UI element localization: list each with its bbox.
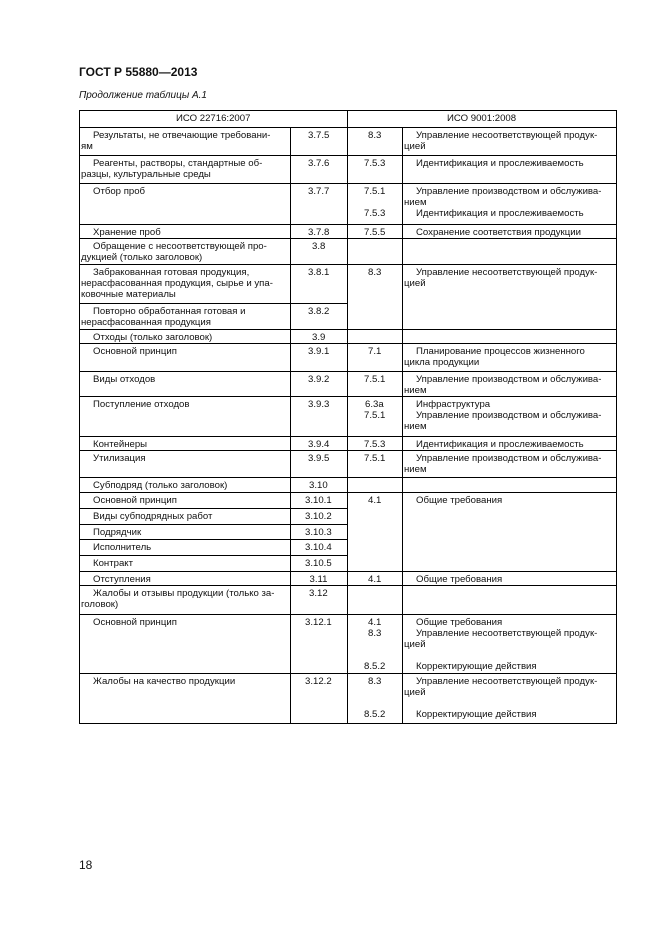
cell-c-text: 7.5.3 — [364, 158, 386, 169]
cell-a-text: нерасфасованная продукция — [81, 317, 211, 328]
row-line-left — [79, 238, 347, 239]
cell-c-text: 7.5.3 — [364, 439, 386, 450]
cell-b-text: 3.8 — [312, 241, 326, 252]
row-line-left — [79, 343, 347, 344]
cell-c-text: 8.3 — [368, 676, 382, 687]
row-line-right — [347, 450, 616, 451]
cell-a-text: Реагенты, растворы, стандартные об- — [93, 158, 263, 169]
cell-c-text: 8.3 — [368, 267, 382, 278]
cell-d-text: нием — [404, 464, 427, 475]
cell-c-text: 7.5.1 — [364, 410, 386, 421]
row-line-right — [347, 585, 616, 586]
row-line-right — [347, 477, 616, 478]
cell-b-text: 3.10 — [309, 480, 328, 491]
cell-d-text: цикла продукции — [404, 357, 480, 368]
cell-b-text: 3.9.1 — [308, 346, 330, 357]
row-line-left — [79, 477, 347, 478]
cell-a-text: Результаты, не отвечающие требовани- — [93, 130, 271, 141]
cell-b-text: 3.7.7 — [308, 186, 330, 197]
cell-d-text: Планирование процессов жизненного — [416, 346, 585, 357]
cell-b-text: 3.7.5 — [308, 130, 330, 141]
cell-a-text: Подрядчик — [93, 527, 142, 538]
cell-a-text: Исполнитель — [93, 542, 152, 553]
cell-b-text: 3.9.5 — [308, 453, 330, 464]
cell-d-text: нием — [404, 385, 427, 396]
cell-a-text: Основной принцип — [93, 495, 177, 506]
cell-c-text: 6.3а — [365, 399, 384, 410]
cell-c-text: 7.5.5 — [364, 227, 386, 238]
cell-b-text: 3.8.2 — [308, 306, 330, 317]
cell-b-text: 3.12 — [309, 588, 328, 599]
cell-b-text: 3.10.2 — [305, 511, 332, 522]
row-line-right — [347, 238, 616, 239]
cell-b-text: 3.9.3 — [308, 399, 330, 410]
table-continuation-caption: Продолжение таблицы А.1 — [79, 90, 207, 101]
cell-d-text: цией — [404, 278, 426, 289]
row-line-right — [347, 343, 616, 344]
row-line-left — [79, 371, 347, 372]
cell-d-text: цией — [404, 687, 426, 698]
cell-d-text: Общие требования — [416, 574, 503, 585]
cell-c-text: 7.1 — [368, 346, 382, 357]
cell-c-text: 7.5.1 — [364, 453, 386, 464]
cell-b-text: 3.10.1 — [305, 495, 332, 506]
row-line-right — [347, 492, 616, 493]
cell-b-text: 3.7.6 — [308, 158, 330, 169]
row-line-right — [347, 673, 616, 674]
cell-a-text: Утилизация — [93, 453, 146, 464]
table-border-left — [79, 110, 80, 723]
cell-d-text: Общие требования — [416, 617, 503, 628]
cell-b-text: 3.12.2 — [305, 676, 332, 687]
cell-d-text: Управление производством и обслужива- — [416, 186, 602, 197]
cell-b-text: 3.10.5 — [305, 558, 332, 569]
cell-d-text: Идентификация и прослеживаемость — [416, 208, 584, 219]
mapping-table — [79, 110, 616, 723]
row-line-right — [347, 571, 616, 572]
cell-a-text: Субподряд (только заголовок) — [93, 480, 228, 491]
cell-c-text: 8.3 — [368, 130, 382, 141]
cell-b-text: 3.9 — [312, 332, 326, 343]
row-line-right — [347, 155, 616, 156]
cell-a-text: Отходы (только заголовок) — [93, 332, 213, 343]
cell-a-text: Повторно обработанная готовая и — [93, 306, 246, 317]
row-line-right — [347, 371, 616, 372]
row-line-right — [347, 614, 616, 615]
row-line-right — [347, 396, 616, 397]
row-line-left — [79, 571, 347, 572]
cell-d-text: нием — [404, 421, 427, 432]
row-line-left — [79, 436, 347, 437]
cell-a-text: дукцией (только заголовок) — [81, 252, 203, 263]
cell-c-text: 7.5.1 — [364, 186, 386, 197]
cell-b-text: 3.12.1 — [305, 617, 332, 628]
cell-d-text: цией — [404, 141, 426, 152]
cell-b-text: 3.9.2 — [308, 374, 330, 385]
row-line-left — [79, 264, 347, 265]
row-line-left — [79, 585, 347, 586]
row-line-left — [79, 539, 347, 540]
column-header-iso22716: ИСО 22716:2007 — [176, 113, 251, 124]
cell-d-text: Идентификация и прослеживаемость — [416, 158, 584, 169]
cell-c-text: 8.5.2 — [364, 709, 386, 720]
cell-d-text: нием — [404, 197, 427, 208]
cell-a-text: Поступление отходов — [93, 399, 190, 410]
cell-d-text: Управление несоответствующей продук- — [416, 628, 598, 639]
row-line-left — [79, 183, 347, 184]
cell-b-text: 3.9.4 — [308, 439, 330, 450]
cell-d-text: Управление производством и обслужива- — [416, 453, 602, 464]
cell-d-text: Идентификация и прослеживаемость — [416, 439, 584, 450]
cell-d-text: Корректирующие действия — [416, 709, 537, 720]
cell-d-text: Управление несоответствующей продук- — [416, 267, 598, 278]
cell-a-text: Контейнеры — [93, 439, 148, 450]
row-line-right — [347, 264, 616, 265]
column-line-1 — [290, 127, 291, 723]
row-line-left — [79, 396, 347, 397]
cell-d-text: Инфраструктура — [416, 399, 491, 410]
cell-d-text: цией — [404, 639, 426, 650]
cell-a-text: разцы, культуральные среды — [81, 169, 211, 180]
row-line-left — [79, 450, 347, 451]
cell-c-text: 4.1 — [368, 574, 382, 585]
cell-b-text: 3.7.8 — [308, 227, 330, 238]
row-line-right — [347, 224, 616, 225]
cell-a-text: Хранение проб — [93, 227, 161, 238]
cell-a-text: Забракованная готовая продукция, — [93, 267, 250, 278]
cell-c-text: 7.5.3 — [364, 208, 386, 219]
row-line-left — [79, 524, 347, 525]
cell-b-text: 3.11 — [309, 574, 328, 585]
row-line-left — [79, 303, 347, 304]
document-id: ГОСТ Р 55880—2013 — [79, 65, 198, 79]
cell-a-text: Жалобы и отзывы продукции (только за- — [93, 588, 275, 599]
cell-c-text: 8.3 — [368, 628, 382, 639]
cell-d-text: Управление несоответствующей продук- — [416, 130, 598, 141]
row-line-left — [79, 555, 347, 556]
cell-d-text: Корректирующие действия — [416, 661, 537, 672]
cell-a-text: нерасфасованная продукция, сырье и упа- — [81, 278, 273, 289]
row-line-right — [347, 329, 616, 330]
cell-d-text: Общие требования — [416, 495, 503, 506]
row-line-left — [79, 329, 347, 330]
cell-b-text: 3.10.3 — [305, 527, 332, 538]
table-border-bottom — [79, 723, 617, 724]
cell-a-text: ковочные материалы — [81, 289, 176, 300]
cell-a-text: Обращение с несоответствующей про- — [93, 241, 267, 252]
cell-a-text: Отступления — [93, 574, 151, 585]
cell-c-text: 8.5.2 — [364, 661, 386, 672]
cell-a-text: Контракт — [93, 558, 133, 569]
row-line-left — [79, 492, 347, 493]
cell-b-text: 3.8.1 — [308, 267, 330, 278]
page-number: 18 — [79, 858, 93, 872]
cell-a-text: Виды отходов — [93, 374, 156, 385]
cell-d-text: Управление производством и обслужива- — [416, 374, 602, 385]
cell-a-text: головок) — [81, 599, 119, 610]
column-line-2 — [347, 110, 348, 723]
cell-c-text: 7.5.1 — [364, 374, 386, 385]
row-line-left — [79, 614, 347, 615]
cell-a-text: Основной принцип — [93, 346, 177, 357]
column-header-iso9001: ИСО 9001:2008 — [447, 113, 517, 124]
row-line-left — [79, 673, 347, 674]
cell-a-text: Жалобы на качество продукции — [93, 676, 236, 687]
cell-b-text: 3.10.4 — [305, 542, 332, 553]
row-line-left — [79, 508, 347, 509]
cell-c-text: 4.1 — [368, 617, 382, 628]
row-line-left — [79, 155, 347, 156]
row-line-right — [347, 183, 616, 184]
column-line-3 — [402, 127, 403, 723]
cell-d-text: Управление производством и обслужива- — [416, 410, 602, 421]
row-line-right — [347, 436, 616, 437]
cell-a-text: Основной принцип — [93, 617, 177, 628]
table-border-right — [616, 110, 617, 723]
row-line-left — [79, 224, 347, 225]
cell-a-text: Отбор проб — [93, 186, 146, 197]
cell-d-text: Сохранение соответствия продукции — [416, 227, 581, 238]
cell-a-text: Виды субподрядных работ — [93, 511, 213, 522]
cell-d-text: Управление несоответствующей продук- — [416, 676, 598, 687]
cell-a-text: ям — [81, 141, 93, 152]
cell-c-text: 4.1 — [368, 495, 382, 506]
